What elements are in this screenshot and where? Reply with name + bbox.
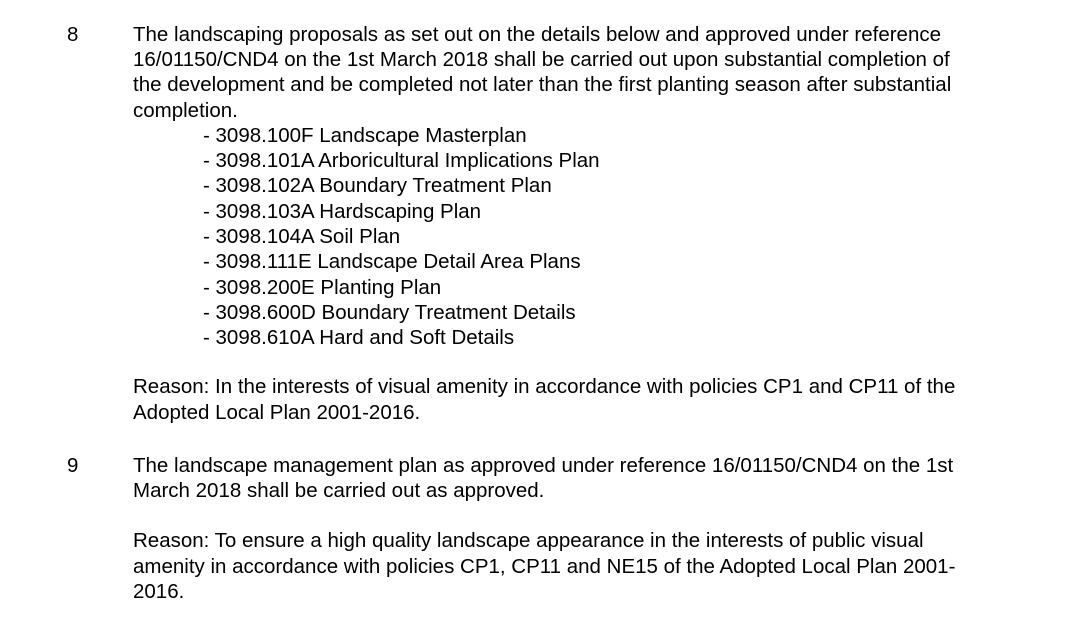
- text-line: 16/01150/CND4 on the 1st March 2018 shall be carried out upon substantial completion of: [133, 48, 950, 72]
- condition-text: [133, 22, 1033, 123]
- text-line: March 2018 shall be carried out as approved.: [133, 479, 545, 503]
- reason-line: Reason: To ensure a high quality landscape appearance in the interests of public visual: [133, 529, 924, 553]
- reason-line: Adopted Local Plan 2001-2016.: [133, 400, 421, 424]
- condition-reason: [133, 374, 1033, 424]
- condition-body: [133, 22, 1033, 425]
- text-line: The landscape management plan as approved under reference 16/01150/CND4 on the 1st: [133, 454, 954, 477]
- plan-item: - 3098.600D Boundary Treatment Details: [203, 300, 576, 324]
- plan-item: - 3098.103A Hardscaping Plan: [203, 199, 482, 223]
- plan-item: - 3098.102A Boundary Treatment Plan: [203, 174, 552, 198]
- plan-item: - 3098.100F Landscape Masterplan: [203, 123, 527, 147]
- plan-item: - 3098.111E Landscape Detail Area Plans: [203, 250, 581, 274]
- condition-number: 8: [67, 23, 79, 46]
- plan-item: - 3098.104A Soil Plan: [203, 224, 401, 248]
- condition-text: [133, 453, 1033, 503]
- condition-reason: [133, 528, 1033, 604]
- reason-line: Reason: In the interests of visual amenity in accordance with policies CP1 and CP11 of the: [133, 375, 956, 399]
- reason-line: amenity in accordance with policies CP1, CP11 and NE15 of the Adopted Local Plan 2001-: [133, 554, 956, 578]
- reason-line: 2016.: [133, 579, 185, 603]
- text-line: completion.: [133, 98, 238, 122]
- text-line: The landscaping proposals as set out on the details below and approved under reference: [133, 23, 942, 46]
- text-line: the development and be completed not later than the first planting season after substantial: [133, 73, 952, 97]
- approved-plans-list: [133, 123, 1033, 351]
- condition-body: [133, 453, 1033, 604]
- plan-item: - 3098.200E Planting Plan: [203, 275, 442, 299]
- plan-item: - 3098.610A Hard and Soft Details: [203, 326, 515, 350]
- condition-number: 9: [67, 454, 79, 477]
- plan-item: - 3098.101A Arboricultural Implications Plan: [203, 149, 600, 173]
